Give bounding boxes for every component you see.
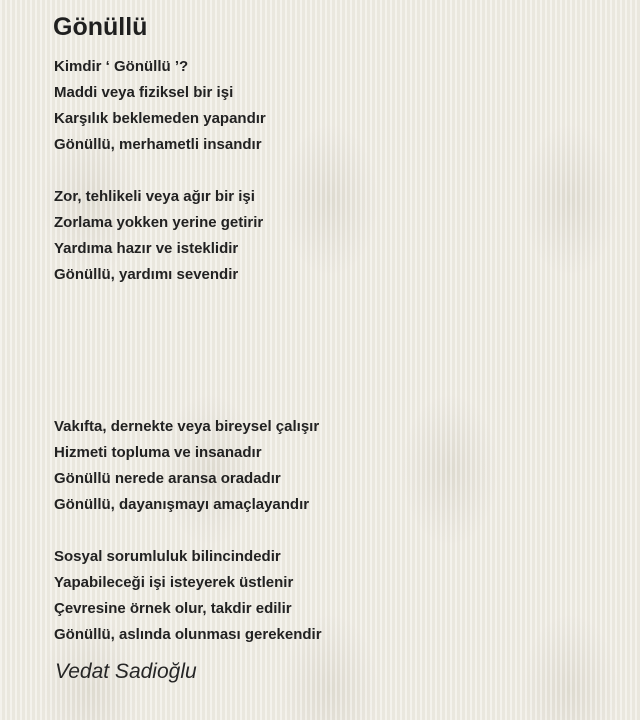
poem-author: Vedat Sadioğlu: [55, 660, 197, 683]
poem-title: Gönüllü: [53, 13, 148, 41]
poem-line: Zor, tehlikeli veya ağır bir işi: [54, 188, 255, 205]
poem-line: Çevresine örnek olur, takdir edilir: [54, 600, 292, 617]
poem-line: Gönüllü, merhametli insandır: [54, 136, 262, 153]
poem-line: Sosyal sorumluluk bilincindedir: [54, 548, 281, 565]
poem-line: Gönüllü, dayanışmayı amaçlayandır: [54, 496, 310, 513]
poem-line: Maddi veya fiziksel bir işi: [54, 84, 234, 101]
poem-line: Zorlama yokken yerine getirir: [54, 214, 264, 231]
poem-line: Yardıma hazır ve isteklidir: [54, 240, 239, 257]
poem-line: Gönüllü, yardımı sevendir: [54, 266, 239, 283]
poem-line: Karşılık beklemeden yapandır: [54, 110, 266, 127]
poem-stanza-4: [54, 544, 322, 648]
poem-line: Yapabileceği işi isteyerek üstlenir: [54, 574, 294, 591]
poem-line: Kimdir ‘ Gönüllü ’?: [54, 58, 189, 75]
poem-line: Vakıfta, dernekte veya bireysel çalışır: [54, 418, 320, 435]
poem-stanza-2: [54, 184, 263, 288]
poem-line: Hizmeti topluma ve insanadır: [54, 444, 262, 461]
poem-stanza-3: [54, 414, 319, 518]
poem-stanza-1: [54, 54, 266, 158]
poem-line: Gönüllü, aslında olunması gerekendir: [54, 626, 322, 643]
poem-line: Gönüllü nerede aransa oradadır: [54, 470, 281, 487]
